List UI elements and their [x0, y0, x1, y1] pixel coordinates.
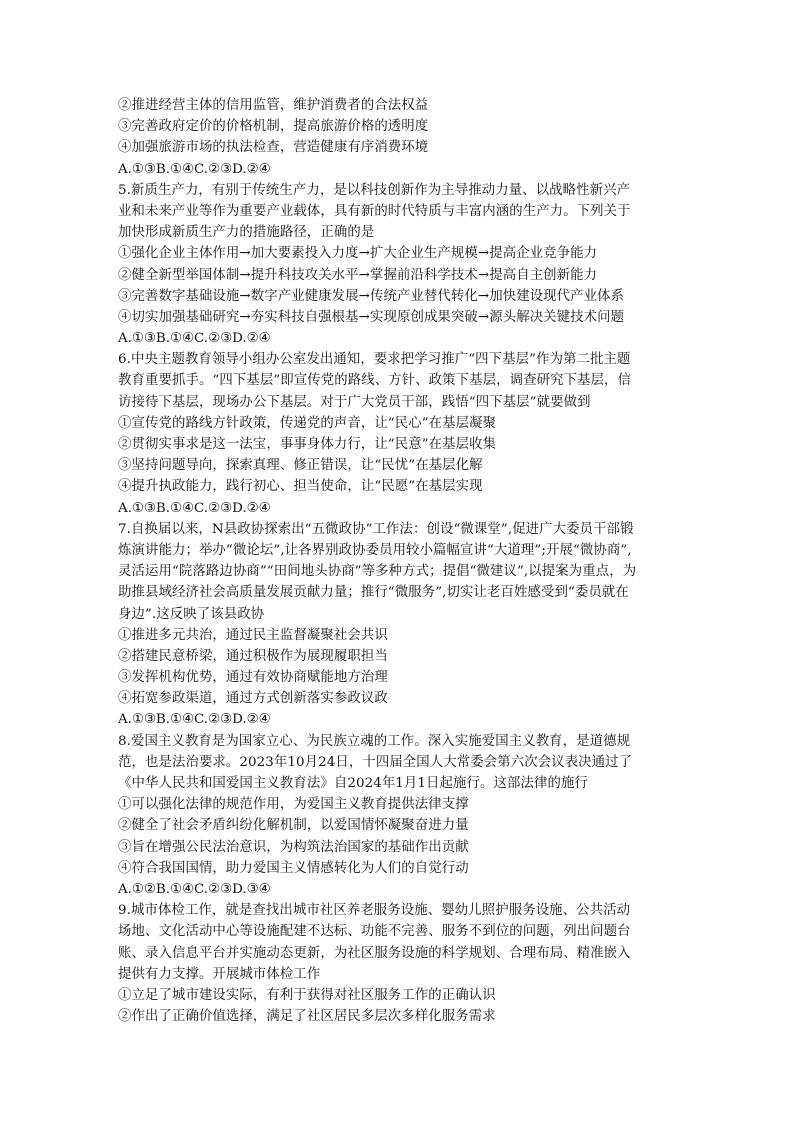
- q6-stem-line: 访接待下基层，现场办公下基层。对于广大党员干部，践悟“四下基层”就要做到: [118, 394, 591, 410]
- q7-stem-line: 炼演讲能力；举办“微论坛”,让各界别政协委员用较小篇幅宣讲“大道理”;开展“微协商”,: [118, 542, 632, 558]
- q7-option-3: ③发挥机构优势，通过有效协商赋能地方治理: [118, 670, 388, 686]
- q5-stem-line: 加快形成新质生产力的措施路径，正确的是: [118, 225, 375, 241]
- q7-stem-line: 身边”.这反映了该县政协: [118, 606, 265, 622]
- q8-option-2: ②健全了社会矛盾纠纷化解机制，以爱国情怀凝聚奋进力量: [118, 818, 469, 834]
- q8-stem-line: 《中华人民共和国爱国主义教育法》自2024年1月1日起施行。这部法律的施行: [118, 776, 588, 791]
- q9-option-1: ①立足了城市建设实际，有利于获得对社区服务工作的正确认识: [118, 987, 496, 1003]
- q8-stem-line: 范，也是法治要求。2023年10月24日，十四届全国人大常委会第六次会议表决通过了: [118, 754, 633, 770]
- question-content: [118, 95, 678, 1027]
- q5-stem-line: 5.新质生产力，有别于传统生产力，是以科技创新作为主导推动力量、以战略性新兴产: [118, 182, 631, 198]
- q6-option-4: ④提升执政能力，践行初心、担当使命，让“民愿”在基层实现: [118, 479, 483, 495]
- q8-option-4: ④符合我国国情，助力爱国主义情感转化为人们的自觉行动: [118, 860, 469, 876]
- q9-stem-line: 场地、文化活动中心等设施配建不达标、功能不完善、服务不到位的问题，列出问题台: [118, 924, 631, 940]
- q8-option-1: ①可以强化法律的规范作用，为爱国主义教育提供法律支撑: [118, 797, 469, 813]
- q8-stem-line: 8.爱国主义教育是为国家立心、为民族立魂的工作。深入实施爱国主义教育，是道德规: [118, 733, 631, 749]
- q6-option-2: ②贯彻实事求是这一法宝，事事身体力行，让“民意”在基层收集: [118, 437, 497, 452]
- q6-stem-line: 6.中央主题教育领导小组办公室发出通知，要求把学习推广“四下基层”作为第二批主题: [118, 352, 631, 368]
- q7-stem-line: 灵活运用“院落路边协商”“田间地头协商”等多种方式；提倡“微建议”,以提案为重点，为: [118, 564, 637, 580]
- q8-answer-choices: A.①②B.①④C.②③D.③④: [118, 881, 271, 897]
- q6-option-1: ①宣传党的路线方针政策，传递党的声音，让“民心”在基层凝聚: [118, 415, 497, 431]
- q5-option-3: ③完善数字基础设施→数字产业健康发展→传统产业替代转化→加快建设现代产业体系: [118, 288, 625, 304]
- q9-stem-line: 9.城市体检工作，就是查找出城市社区养老服务设施、婴幼儿照护服务设施、公共活动: [118, 903, 631, 919]
- q5-stem-line: 业和未来产业等作为重要产业载体，具有新的时代特质与丰富内涵的生产力。下列关于: [118, 203, 631, 219]
- q5-option-2: ②健全新型举国体制→提升科技攻关水平→掌握前沿科学技术→提高自主创新能力: [118, 267, 598, 283]
- q5-option-4: ④切实加强基础研究→夯实科技自强根基→实现原创成果突破→源头解决关键技术问题: [118, 309, 625, 325]
- q9-option-2: ②作出了正确价值选择，满足了社区居民多层次多样化服务需求: [118, 1009, 496, 1025]
- q7-option-4: ④拓宽参政渠道，通过方式创新落实参政议政: [118, 691, 388, 707]
- q7-option-2: ②搭建民意桥梁，通过积极作为展现履职担当: [118, 648, 388, 664]
- q8-option-3: ③旨在增强公民法治意识，为构筑法治国家的基础作出贡献: [118, 839, 469, 855]
- q6-stem-line: 教育重要抓手。“四下基层”即宣传党的路线、方针、政策下基层，调查研究下基层，信: [118, 373, 632, 389]
- q7-answer-choices: A.①③B.①④C.②③D.②④: [118, 712, 271, 728]
- q5-answer-choices: A.①③B.①④C.②③D.②④: [118, 331, 271, 347]
- q7-stem-line: 7.自换届以来，N县政协探索出“五微政协”工作法：创设“微课堂”,促进广大委员干部锻: [118, 521, 634, 537]
- q4-option-4: ④加强旅游市场的执法检查，营造健康有序消费环境: [118, 140, 429, 156]
- q9-stem-line: 提供有力支撑。开展城市体检工作: [118, 966, 321, 982]
- q7-stem-line: 助推县域经济社会高质量发展贡献力量；推行“微服务”,切实让老百姓感受到“委员就在: [118, 585, 629, 601]
- q9-stem-line: 账、录入信息平台并实施动态更新，为社区服务设施的科学规划、合理布局、精准嵌入: [118, 945, 631, 961]
- q6-answer-choices: A.①③B.①④C.②③D.②④: [118, 500, 271, 516]
- q6-option-3: ③坚持问题导向，探索真理、修正错误，让“民忧”在基层化解: [118, 458, 483, 474]
- q4-option-3: ③完善政府定价的价格机制，提高旅游价格的透明度: [118, 119, 429, 135]
- q4-answer-choices: A.①③B.①④C.②③D.②④: [118, 161, 271, 177]
- q5-option-1: ①强化企业主体作用→加大要素投入力度→扩大企业生产规模→提高企业竞争能力: [118, 246, 598, 262]
- q7-option-1: ①推进多元共治，通过民主监督凝聚社会共识: [118, 627, 388, 643]
- q4-option-2: ②推进经营主体的信用监管，维护消费者的合法权益: [118, 98, 429, 113]
